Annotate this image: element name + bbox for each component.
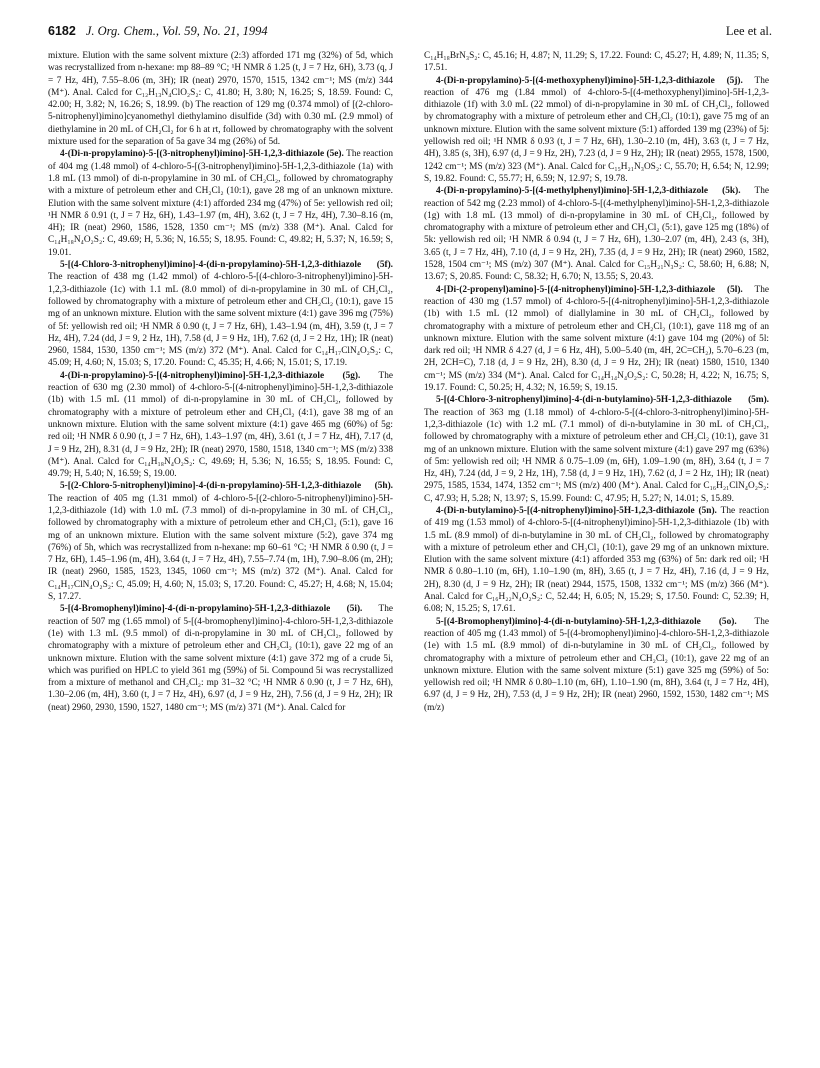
paragraph-heading: 4-(Di-n-propylamino)-5-[(3-nitrophenyl)imino]-5H-1,2,3-dithiazole (5e). bbox=[60, 149, 344, 160]
paragraph bbox=[48, 50, 393, 148]
paragraph bbox=[424, 284, 769, 395]
page-number: 6182 bbox=[48, 24, 76, 38]
paragraph-text: The reaction of 405 mg (1.43 mmol) of 5-[(4-bromophenyl)imino]-4-chloro-5H-1,2,3-dithiazole (1e) with 1.5 mL (8.9 mmol) of di-n-butylamine in 30 mL of CH₂Cl₂, followed by chromatography with a mixture of petroleum ether and CH₂Cl₂ (10:1), gave 22 mg of an unknown mixture. Elution with the same solvent mixture (5:1) gave 325 mg (59%) of 5o: yellowish red oil; ¹H NMR δ 0.80–1.10 (m, 6H), 1.10–1.90 (m, 8H), 3.64 (t, J = 7 Hz, 4H), 6.97 (d, J = 9 Hz, 2H), 7.53 (d, J = 9 Hz, 2H); IR (neat) 2960, 1592, 1530, 1482 cm⁻¹; MS (m/z) bbox=[424, 616, 770, 713]
paragraph-text: The reaction of 363 mg (1.18 mmol) of 4-chloro-5-[(4-chloro-3-nitrophenyl)imino]-5H-1,2,3-dithiazole (1c) with 1.2 mL (7.1 mmol) of di-n-butylamine in 30 mL of CH₂Cl₂, followed by chromatography with a mixture of petroleum ether and CH₂Cl₂ (10:1), gave 31 mg of an unknown mixture. Elution with the same solvent mixture (4:1) gave 297 mg (63%) of 5m: yellowish red oil; ¹H NMR δ 0.75–1.09 (m, 6H), 1.09–1.90 (m, 8H), 3.64 (t, J = 7 Hz, 4H), 7.24 (dd, J = 9, 2 Hz, 1H), 7.58 (d, J = 9 Hz, 1H), 7.62 (d, J = 2 Hz, 1H); IR (neat) 2975, 1585, 1534, 1474, 1352 cm⁻¹; MS (m/z) 400 (M⁺). Anal. Calcd for C₁₆H₂₁ClN₄O₂S₂: C, 47.93; H, 5.28; N, 13.97; S, 15.99. Found: C, 47.95; H, 5.27; N, 14.01; S, 15.89. bbox=[424, 407, 769, 504]
paragraph-text: The reaction of 405 mg (1.31 mmol) of 4-chloro-5-[(2-chloro-5-nitrophenyl)imino]-5H-1,2,3-dithiazole (1d) with 1.0 mL (7.3 mmol) of di-n-propylamine in 30 mL of CH₂Cl₂, followed by chromatography with a mixture of petroleum ether and CH₂Cl₂ (5:1), gave 16 mg of an unknown mixture. Elution with the same solvent mixture (5:2), gave 374 mg (76%) of 5h, which was recrystallized from n-hexane: mp 60–61 °C; ¹H NMR δ 0.90 (t, J = 7 Hz, 6H), 1.45–1.96 (m, 4H), 3.64 (t, J = 7 Hz, 4H), 7.55–7.74 (m, 1H), 7.90–8.06 (m, 2H); IR (neat) 2960, 1585, 1523, 1345, 1060 cm⁻¹; MS (m/z) 372 (M⁺). Anal. Calcd for C₁₄H₁₇ClN₄O₂S₂: C, 45.09; H, 4.60; N, 15.03; S, 17.20. Found: C, 45.27; H, 4.68; N, 15.04; S, 17.27. bbox=[48, 493, 393, 603]
paragraph bbox=[424, 50, 769, 75]
paragraph bbox=[48, 370, 393, 481]
paragraph-heading: 5-[(4-Chloro-3-nitrophenyl)imino]-4-(di-n-propylamino)-5H-1,2,3-dithiazole (5f). bbox=[60, 260, 393, 271]
left-column bbox=[48, 50, 393, 714]
paragraph bbox=[48, 603, 393, 714]
journal-citation: J. Org. Chem., Vol. 59, No. 21, 1994 bbox=[85, 24, 268, 38]
paragraph-heading: 4-(Di-n-butylamino)-5-[(4-nitrophenyl)imino]-5H-1,2,3-dithiazole (5n). bbox=[436, 505, 717, 516]
paragraph-text: The reaction of 430 mg (1.57 mmol) of 4-chloro-5-[(4-nitrophenyl)imino]-5H-1,2,3-dithiazole (1b) with 1.5 mL (12 mmol) of diallylamine in 30 mL of CH₂Cl₂, followed by chromatography with a mixture of petroleum ether and CH₂Cl₂ (10:1), gave 118 mg of an unknown mixture. Elution with the same solvent mixture (4:1) gave 104 mg (20%) of 5l: dark red oil; ¹H NMR δ 4.27 (d, J = 6 Hz, 4H), 5.00–5.40 (m, 4H, 2C=CH₂), 5.70–6.23 (m, 2H, 2CH=C), 7.18 (d, J = 9 Hz, 2H), 8.30 (d, J = 9 Hz, 2H); IR (neat) 1580, 1510, 1340 cm⁻¹; MS (m/z) 334 (M⁺). Anal. Calcd for C₁₄H₁₄N₄O₂S₂: C, 50.28; H, 4.22; N, 16.75; S, 19.17. Found: C, 50.25; H, 4.32; N, 16.59; S, 19.15. bbox=[424, 284, 769, 394]
paragraph-text: The reaction of 476 mg (1.84 mmol) of 4-chloro-5-[(4-methoxyphenyl)imino]-5H-1,2,3-dithiazole (1f) with 3.0 mL (22 mmol) of di-n-propylamine in 30 mL of CH₂Cl₂, followed by chromatography with a mixture of petroleum ether and CH₂Cl₂ (10:1), gave 75 mg of an unknown mixture. Elution with the same solvent mixture (5:1) afforded 139 mg (23%) of 5j: yellowish red oil; ¹H NMR δ 0.93 (t, J = 7 Hz, 6H), 1.30–2.10 (m, 4H), 3.63 (t, J = 7 Hz, 4H), 3.85 (s, 3H), 6.97 (d, J = 9 Hz, 2H), 7.23 (d, J = 9 Hz, 2H); IR (neat) 2955, 1578, 1500, 1242 cm⁻¹; MS (m/z) 323 (M⁺). Anal. Calcd for C₁₅H₂₁N₃OS₂: C, 55.70; H, 6.54; N, 12.99; S, 19.82. Found: C, 55.77; H, 6.59; N, 12.97; S, 19.78. bbox=[424, 75, 769, 184]
paragraph-heading: 5-[(2-Chloro-5-nitrophenyl)imino]-4-(di-n-propylamino)-5H-1,2,3-dithiazole (5h). bbox=[60, 481, 393, 492]
paragraph-text: The reaction of 419 mg (1.53 mmol) of 4-chloro-5-[(4-nitrophenyl)imino]-5H-1,2,3-dithiazole (1b) with 1.5 mL (8.9 mmol) of di-n-butylamine in 30 mL of CH₂Cl₂, followed by chromatography with a mixture of petroleum ether and CH₂Cl₂ (10:1), gave 29 mg of an unknown mixture. Elution with the same solvent mixture (4:1) afforded 353 mg (63%) of 5n: dark red oil; ¹H NMR δ 0.80–1.10 (m, 6H), 1.10–1.90 (m, 8H), 3.65 (t, J = 7 Hz, 4H), 7.16 (d, J = 9 Hz, 2H), 8.30 (d, J = 9 Hz, 2H); IR (neat) 2944, 1575, 1508, 1332 cm⁻¹; MS (m/z) 366 (M⁺). Anal. Calcd for C₁₆H₂₂N₄O₂S₂: C, 52.44; H, 6.05; N, 15.29; S, 17.50. Found: C, 52.39; H, 6.08; N, 15.25; S, 17.61. bbox=[424, 505, 769, 615]
paragraph bbox=[424, 394, 769, 505]
paragraph-text: C₁₄H₁₈BrN₃S₂: C, 45.16; H, 4.87; N, 11.29; S, 17.22. Found: C, 45.27; H, 4.89; N, 11.35; S, 17.51. bbox=[424, 51, 769, 74]
paragraph-heading: 4-(Di-n-propylamino)-5-[(4-methoxyphenyl)imino]-5H-1,2,3-dithiazole (5j). bbox=[436, 75, 743, 86]
paragraph-text: The reaction of 404 mg (1.48 mmol) of 4-chloro-5-[(3-nitrophenyl)imino]-5H-1,2,3-dithiazole (1a) with 1.8 mL (13 mmol) of di-n-propylamine in 30 mL of CH₂Cl₂, followed by chromatography with a mixture of petroleum ether and CH₂Cl₂ (10:1), gave 28 mg of an unknown mixture. Elution with the same solvent mixture (4:1) afforded 234 mg (47%) of 5e: yellowish red oil; ¹H NMR δ 0.91 (t, J = 7 Hz, 6H), 1.43–1.97 (m, 4H), 3.62 (t, J = 7 Hz, 4H), 7.30–8.16 (m, 4H); IR (neat) 2960, 1586, 1528, 1350 cm⁻¹; MS (m/z) 338 (M⁺). Anal. Calcd for C₁₄H₁₈N₄O₂S₂: C, 49.69; H, 5.36; N, 16.55; S, 18.95. Found: C, 49.82; H, 5.37; N, 16.59; S, 19.01. bbox=[48, 149, 393, 258]
paragraph-text: mixture. Elution with the same solvent mixture (2:3) afforded 171 mg (32%) of 5d, which was recrystallized from n-hexane: mp 88–89 °C; ¹H NMR δ 1.25 (t, J = 7 Hz, 6H), 3.73 (q, J = 7 Hz, 4H), 7.55–8.06 (m, 3H); IR (neat) 2970, 1570, 1515, 1342 cm⁻¹; MS (m/z) 344 (M⁺). Anal. Calcd for C₁₂H₁₃N₄ClO₂S₂: C, 41.80; H, 3.80; N, 16.25; S, 18.59. Found: C, 42.00; H, 3.82; N, 16.26; S, 18.99. (b) The reaction of 129 mg (0.374 mmol) of [(2-chloro-5-nitrophenyl)imino]cyanomethyl diethylamino disulfide (3d) with 0.30 mL (2.9 mmol) of diethylamine in 20 mL of CH₂Cl₂ for 6 h at rt, followed by chromatography with the solvent mixture used for the separation of 5a gave 34 mg (26%) of 5d. bbox=[48, 51, 393, 148]
paragraph bbox=[424, 505, 769, 616]
paragraph-heading: 4-(Di-n-propylamino)-5-[(4-nitrophenyl)imino]-5H-1,2,3-dithiazole (5g). bbox=[60, 370, 361, 381]
paragraph bbox=[424, 616, 769, 714]
running-header bbox=[48, 24, 772, 44]
paragraph-heading: 4-(Di-n-propylamino)-5-[(4-methylphenyl)imino]-5H-1,2,3-dithiazole (5k). bbox=[436, 186, 741, 197]
paragraph bbox=[48, 148, 393, 259]
paragraph-text: The reaction of 507 mg (1.65 mmol) of 5-[(4-bromophenyl)imino]-4-chloro-5H-1,2,3-dithiazole (1e) with 1.3 mL (9.5 mmol) of di-n-propylamine in 30 mL of CH₂Cl₂, followed by chromatography with a mixture of petroleum ether and CH₂Cl₂ (10:1), gave 22 mg of an unknown mixture. Elution with the same solvent mixture (4:1) gave 372 mg of a crude 5i, which was purified on HPLC to yield 361 mg (59%) of 5i. Compound 5i was recrystallized from a mixture of methanol and CH₂Cl₂: mp 31–32 °C; ¹H NMR δ 0.90 (t, J = 7 Hz, 6H), 1.30–2.06 (m, 4H), 3.60 (t, J = 7 Hz, 4H), 6.97 (d, J = 9 Hz, 2H), 7.56 (d, J = 9 Hz, 2H); IR (neat) 2960, 2930, 1590, 1527, 1480 cm⁻¹; MS (m/z) 371 (M⁺). Anal. Calcd for bbox=[48, 604, 393, 713]
paragraph bbox=[424, 75, 769, 186]
right-column bbox=[424, 50, 769, 714]
paragraph-text: The reaction of 542 mg (2.23 mmol) of 4-chloro-5-[(4-methylphenyl)imino]-5H-1,2,3-dithiazole (1g) with 1.8 mL (13 mmol) of di-n-propylamine in 30 mL of CH₂Cl₂, followed by chromatography with a mixture of petroleum ether and CH₂Cl₂ (5:1), gave 125 mg (18%) of 5k: yellowish red oil; ¹H NMR δ 0.94 (t, J = 7 Hz, 6H), 1.30–2.07 (m, 4H), 2.43 (s, 3H), 3.65 (t, J = 7 Hz, 4H), 7.10 (d, J = 9 Hz, 2H), 7.35 (d, J = 9 Hz, 2H); IR (neat) 2960, 1582, 1528, 1504 cm⁻¹; MS (m/z) 307 (M⁺). Anal. Calcd for C₁₅H₂₁N₃S₂: C, 58.60; H, 6.88; N, 13.67; S, 20.85. Found: C, 58.32; H, 6.70; N, 13.55; S, 20.43. bbox=[424, 186, 769, 283]
paragraph-text: The reaction of 630 mg (2.30 mmol) of 4-chloro-5-[(4-nitrophenyl)imino]-5H-1,2,3-dithiazole (1b) with 1.5 mL (11 mmol) of di-n-propylamine in 30 mL of CH₂Cl₂, followed by chromatography with a mixture of petroleum ether and CH₂Cl₂ (4:1), gave 38 mg of an unknown mixture. Elution with the same solvent mixture (4:1) gave 465 mg (60%) of 5g: red oil; ¹H NMR δ 0.90 (t, J = 7 Hz, 6H), 1.43–1.97 (m, 4H), 3.61 (t, J = 7 Hz, 4H), 7.17 (d, J = 9 Hz, 2H), 8.31 (d, J = 9 Hz, 2H); IR (neat) 2970, 1580, 1518, 1340 cm⁻¹; MS (m/z) 338 (M⁺). Anal. Calcd for C₁₄H₁₈N₄O₂S₂: C, 49.69; H, 5.36; N, 16.55; S, 18.95. Found: C, 49.79; H, 5.40; N, 16.59; S, 19.00. bbox=[48, 370, 394, 480]
running-authors: Lee et al. bbox=[725, 24, 772, 38]
paragraph-heading: 5-[(4-Bromophenyl)imino]-4-(di-n-propylamino)-5H-1,2,3-dithiazole (5i). bbox=[60, 604, 363, 615]
paragraph-heading: 5-[(4-Chloro-3-nitrophenyl)imino]-4-(di-n-butylamino)-5H-1,2,3-dithiazole (5m). bbox=[436, 395, 769, 406]
paragraph-text: The reaction of 438 mg (1.42 mmol) of 4-chloro-5-[(4-chloro-3-nitrophenyl)imino]-5H-1,2,3-dithiazole (1c) with 1.1 mL (8.0 mmol) of di-n-propylamine in 30 mL of CH₂Cl₂, followed by chromatography with a mixture of petroleum ether and CH₂Cl₂ (10:1), gave 15 mg of an unknown mixture. Elution with the same solvent mixture (4:1) gave 396 mg (75%) of 5f: yellowish red oil; ¹H NMR δ 0.90 (t, J = 7 Hz, 6H), 1.43–1.94 (m, 4H), 3.59 (t, J = 7 Hz, 4H), 7.24 (dd, J = 9, 2 Hz, 1H), 7.58 (d, J = 9 Hz, 1H), 7.62 (d, J = 2 Hz, 1H); IR (neat) 2960, 1584, 1530, 1350 cm⁻¹; MS (m/z) 372 (M⁺). Anal. Calcd for C₁₄H₁₇ClN₄O₂S₂: C, 45.09; H, 4.60; N, 15.03; S, 17.20. Found: C, 45.35; H, 4.66; N, 15.01; S, 17.19. bbox=[48, 272, 393, 369]
paragraph bbox=[48, 259, 393, 370]
paragraph bbox=[424, 185, 769, 283]
paragraph-heading: 4-[Di-(2-propenyl)amino]-5-[(4-nitrophenyl)imino]-5H-1,2,3-dithiazole (5l). bbox=[436, 284, 743, 295]
paragraph-heading: 5-[(4-Bromophenyl)imino]-4-(di-n-butylamino)-5H-1,2,3-dithiazole (5o). bbox=[436, 616, 737, 627]
paragraph bbox=[48, 480, 393, 603]
